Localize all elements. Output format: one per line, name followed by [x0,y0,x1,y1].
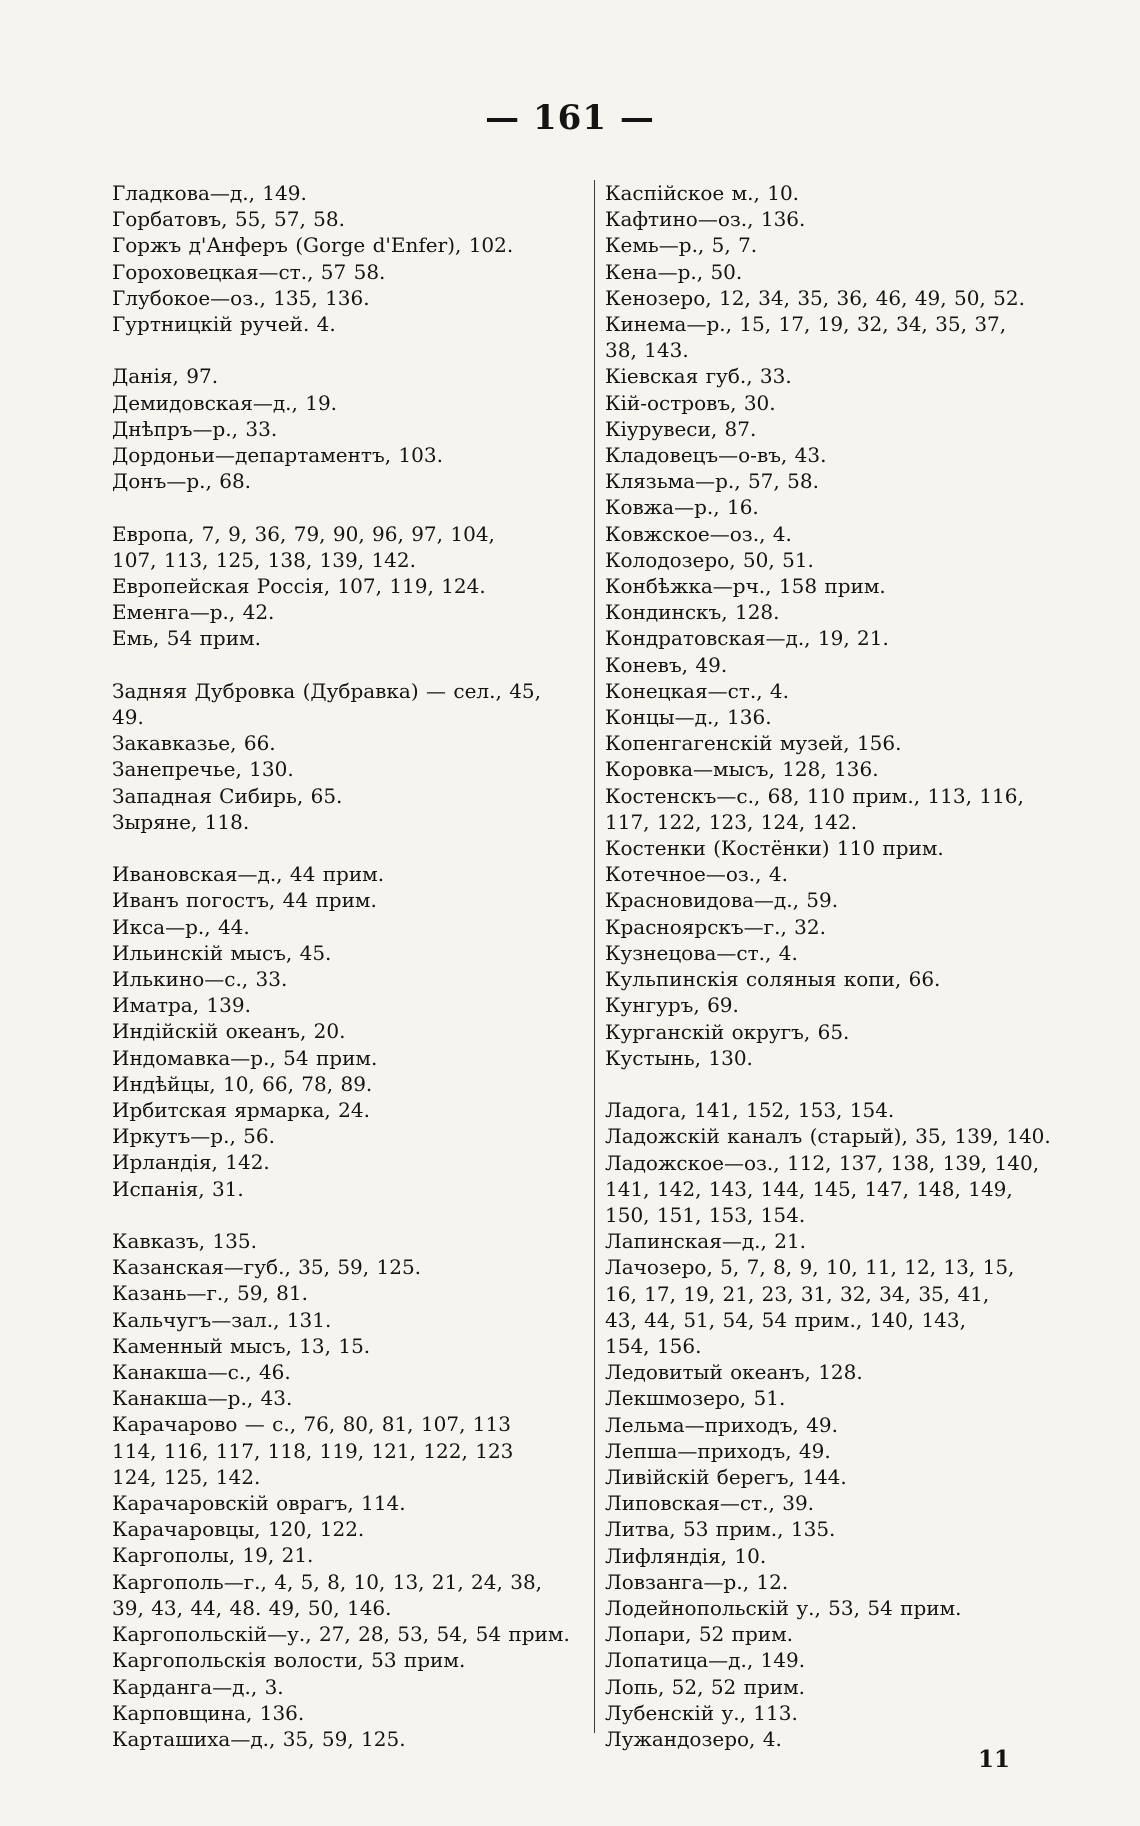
index-entry-line: Каргопольскій—у., 27, 28, 53, 54, 54 прим. [112,1622,570,1647]
index-column-left [112,180,582,1752]
index-entry-line: Кіевская губ., 33. [605,364,792,389]
index-entry [605,468,1085,494]
index-entry [605,547,1085,573]
index-entry-line: 150, 151, 153, 154. [605,1202,806,1227]
index-entry [605,1464,1085,1490]
index-entry [112,914,582,940]
index-entry-line: Конбѣжка—рч., 158 прим. [605,574,886,599]
index-entry-line: Лубенскій у., 113. [605,1700,798,1725]
index-entry-line: Горжъ д'Анферъ (Gorge d'Enfer), 102. [112,233,514,258]
index-entry [112,442,582,468]
group-spacer [112,494,582,520]
index-entry-line: Липовская—ст., 39. [605,1491,815,1516]
index-entry-line: 16, 17, 19, 21, 23, 31, 32, 34, 35, 41, [605,1281,990,1306]
index-entry [112,206,582,232]
index-entry [605,1045,1085,1071]
index-entry-line: Ловзанга—р., 12. [605,1569,789,1594]
index-entry-line: Курганскій округъ, 65. [605,1019,850,1044]
index-entry-line: Лопари, 52 прим. [605,1622,794,1647]
index-entry [605,756,1085,782]
index-entry [112,1071,582,1097]
index-entry [605,783,1085,835]
index-entry-line: Дордоньи—департаментъ, 103. [112,443,443,468]
index-entry-line: 117, 122, 123, 124, 142. [605,809,858,834]
index-entry-line: 154, 156. [605,1333,702,1358]
group-spacer [112,652,582,678]
index-entry [605,1516,1085,1542]
index-entry-line: Кафтино—оз., 136. [605,207,806,232]
index-entry [605,232,1085,258]
index-entry-line: Кемь—р., 5, 7. [605,233,758,258]
index-entry-line: 141, 142, 143, 144, 145, 147, 148, 149, [605,1176,1013,1201]
index-entry-line: Индѣйцы, 10, 66, 78, 89. [112,1071,373,1096]
index-entry [112,1647,582,1673]
index-entry-line: Глубокое—оз., 135, 136. [112,285,370,310]
index-entry [605,416,1085,442]
index-entry [605,390,1085,416]
index-entry-line: 39, 43, 44, 48. 49, 50, 146. [112,1595,392,1620]
index-entry [605,1123,1085,1149]
index-entry-line: Концы—д., 136. [605,705,772,730]
index-entry-line: Ладожское—оз., 112, 137, 138, 139, 140, [605,1150,1040,1175]
index-entry-line: Каспійское м., 10. [605,181,800,205]
index-entry [112,887,582,913]
index-entry-line: Карданга—д., 3. [112,1674,284,1699]
index-entry [112,1307,582,1333]
index-entry-line: Икса—р., 44. [112,914,250,939]
index-entry-line: 107, 113, 125, 138, 139, 142. [112,547,416,572]
index-entry-line: Европейская Россія, 107, 119, 124. [112,574,486,599]
index-entry-line: Кавказъ, 135. [112,1229,257,1254]
index-entry [605,704,1085,730]
index-entry-line: Лодейнопольскій у., 53, 54 прим. [605,1595,962,1620]
index-entry-line: Еменга—р., 42. [112,600,275,625]
index-entry-line: Коневъ, 49. [605,652,728,677]
index-entry [605,521,1085,547]
index-entry-line: Кій-островъ, 30. [605,390,776,415]
index-entry-line: Ирбитская ярмарка, 24. [112,1098,370,1123]
index-entry-line: Испанія, 31. [112,1176,244,1201]
index-entry [112,1700,582,1726]
index-entry-line: Кена—р., 50. [605,259,743,284]
index-entry [112,992,582,1018]
index-entry [605,180,1085,206]
index-entry-line: Каргополь—г., 4, 5, 8, 10, 13, 21, 24, 38, [112,1569,543,1594]
index-entry [605,1700,1085,1726]
index-entry-line: Котечное—оз., 4. [605,862,788,887]
index-entry-line: Лифляндія, 10. [605,1543,767,1568]
index-entry-line: Днѣпръ—р., 33. [112,416,278,441]
index-entry [112,1490,582,1516]
index-entry [112,1516,582,1542]
index-entry-line: Кондратовская—д., 19, 21. [605,626,889,651]
index-entry-line: Костенки (Костёнки) 110 прим. [605,836,944,861]
index-entry [112,678,582,730]
index-entry [605,1569,1085,1595]
index-entry [605,1150,1085,1229]
index-entry [112,180,582,206]
index-entry-line: Кладовецъ—о-въ, 43. [605,443,827,468]
index-entry-line: Ивановская—д., 44 прим. [112,862,385,887]
index-entry [605,1647,1085,1673]
index-entry-line: Кустынь, 130. [605,1045,753,1070]
index-entry-line: Индомавка—р., 54 прим. [112,1045,378,1070]
index-entry [112,730,582,756]
index-entry-line: Гороховецкая—ст., 57 58. [112,259,386,284]
index-entry-line: Лепша—приходъ, 49. [605,1438,831,1463]
index-entry [605,573,1085,599]
index-entry-line: Казань—г., 59, 81. [112,1281,308,1306]
index-entry [112,1045,582,1071]
index-entry [112,1542,582,1568]
index-entry-line: Демидовская—д., 19. [112,390,338,415]
index-entry [605,311,1085,363]
index-entry [112,1726,582,1752]
index-entry-line: Лопь, 52, 52 прим. [605,1674,806,1699]
index-entry-line: Иркутъ—р., 56. [112,1124,275,1149]
index-entry-line: Донъ—р., 68. [112,469,252,494]
index-entry-line: Данія, 97. [112,364,219,389]
group-spacer [112,835,582,861]
index-entry [605,285,1085,311]
index-entry [605,1438,1085,1464]
index-entry [605,861,1085,887]
signature-mark: 11 [978,1746,1011,1773]
index-entry [112,783,582,809]
index-entry [112,468,582,494]
index-entry-line: Горбатовъ, 55, 57, 58. [112,207,345,232]
index-entry [112,521,582,573]
index-entry-line: Лужандозеро, 4. [605,1726,782,1751]
index-entry [112,861,582,887]
index-entry-line: Клязьма—р., 57, 58. [605,469,819,494]
index-entry-line: Литва, 53 прим., 135. [605,1517,836,1542]
index-entry-line: Западная Сибирь, 65. [112,783,343,808]
index-entry-line: Красноярскъ—г., 32. [605,914,826,939]
index-entry [112,1621,582,1647]
index-entry [605,1385,1085,1411]
index-entry [605,940,1085,966]
index-entry [605,1490,1085,1516]
index-entry-line: Лачозеро, 5, 7, 8, 9, 10, 11, 12, 13, 15, [605,1255,1015,1280]
index-entry-line: Кенозеро, 12, 34, 35, 36, 46, 49, 50, 52. [605,285,1025,310]
index-entry-line: Иматра, 139. [112,993,251,1018]
index-entry [605,1097,1085,1123]
index-entry [605,206,1085,232]
index-entry [605,625,1085,651]
index-entry-line: Занепречье, 130. [112,757,294,782]
group-spacer [112,337,582,363]
index-entry [112,1097,582,1123]
index-entry [112,599,582,625]
index-entry [605,914,1085,940]
index-entry [112,1359,582,1385]
index-entry-line: Индійскій океанъ, 20. [112,1019,346,1044]
index-entry [605,1254,1085,1359]
index-entry [605,494,1085,520]
index-entry [112,756,582,782]
index-entry [112,232,582,258]
index-entry-line: 49. [112,705,144,730]
index-entry-line: Коровка—мысъ, 128, 136. [605,757,879,782]
index-entry-line: Колодозеро, 50, 51. [605,547,814,572]
index-entry [605,887,1085,913]
index-entry [112,1569,582,1621]
index-entry-line: Кальчугъ—зал., 131. [112,1307,332,1332]
page-number: — 161 — [485,98,655,138]
index-entry-line: Лельма—приходъ, 49. [605,1412,838,1437]
index-entry [112,940,582,966]
index-entry-line: Карташиха—д., 35, 59, 125. [112,1726,406,1751]
index-entry-line: Копенгагенскій музей, 156. [605,731,902,756]
index-entry-line: Ладожскій каналъ (старый), 35, 139, 140. [605,1124,1051,1149]
index-entry-line: Ледовитый океанъ, 128. [605,1360,863,1385]
index-entry-line: Ильинскій мысъ, 45. [112,940,332,965]
index-entry-line: Кульпинскія соляныя копи, 66. [605,967,941,992]
index-column-right [605,180,1085,1752]
index-entry-line: Ладога, 141, 152, 153, 154. [605,1098,895,1123]
index-entry [605,1726,1085,1752]
index-entry-line: Лекшмозеро, 51. [605,1386,786,1411]
column-divider [594,180,595,1733]
index-entry-line: Каргопольскія волости, 53 прим. [112,1648,466,1673]
index-entry-line: Костенскъ—с., 68, 110 прим., 113, 116, [605,783,1024,808]
index-entry-line: Гуртницкій ручей. 4. [112,312,336,337]
index-entry [605,1359,1085,1385]
index-entry [112,809,582,835]
index-entry [112,1385,582,1411]
index-entry [605,1543,1085,1569]
index-entry [605,1674,1085,1700]
index-entry-line: Лапинская—д., 21. [605,1229,807,1254]
index-entry [605,1019,1085,1045]
index-entry [605,1621,1085,1647]
index-entry [605,835,1085,861]
index-entry-line: Конецкая—ст., 4. [605,678,790,703]
index-entry-line: 43, 44, 51, 54, 54 прим., 140, 143, [605,1307,966,1332]
index-entry [112,311,582,337]
index-entry [112,1411,582,1490]
index-entry-line: Емь, 54 прим. [112,626,261,651]
index-entry [605,1412,1085,1438]
index-entry-line: Кинема—р., 15, 17, 19, 32, 34, 35, 37, [605,312,1007,337]
index-entry-line: Красновидова—д., 59. [605,888,839,913]
index-entry-line: Зыряне, 118. [112,809,250,834]
index-entry-line: Европа, 7, 9, 36, 79, 90, 96, 97, 104, [112,521,495,546]
index-entry [605,652,1085,678]
group-spacer [605,1071,1085,1097]
index-entry-line: Гладкова—д., 149. [112,181,307,205]
index-entry-line: Кіурувеси, 87. [605,416,757,441]
index-entry-line: Лопатица—д., 149. [605,1648,806,1673]
index-entry-line: Ковжское—оз., 4. [605,521,792,546]
index-entry-line: Каргополы, 19, 21. [112,1543,314,1568]
index-entry-line: Канакша—р., 43. [112,1386,293,1411]
index-entry [605,992,1085,1018]
index-entry [112,1149,582,1175]
index-entry [112,625,582,651]
index-entry [112,259,582,285]
index-entry [112,1674,582,1700]
index-entry-line: Казанская—губ., 35, 59, 125. [112,1255,422,1280]
index-entry [605,259,1085,285]
index-entry-line: Закавказье, 66. [112,731,276,756]
index-entry [605,363,1085,389]
index-entry-line: Канакша—с., 46. [112,1360,291,1385]
index-entry-line: Илькино—с., 33. [112,967,288,992]
index-entry [112,966,582,992]
index-entry-line: 124, 125, 142. [112,1464,261,1489]
index-entry [112,363,582,389]
index-entry [112,416,582,442]
index-entry [112,1018,582,1044]
index-entry [112,1333,582,1359]
index-entry [605,678,1085,704]
index-entry-line: Задняя Дубровка (Дубравка) — сел., 45, [112,678,541,703]
index-entry [112,285,582,311]
index-entry-line: Кунгуръ, 69. [605,993,739,1018]
index-entry [112,1176,582,1202]
index-entry [605,1595,1085,1621]
index-entry-line: Ливійскій берегъ, 144. [605,1464,847,1489]
index-entry-line: Карповщина, 136. [112,1700,305,1725]
index-entry-line: Кузнецова—ст., 4. [605,940,798,965]
index-entry-line: Карачарово — с., 76, 80, 81, 107, 113 [112,1412,511,1437]
index-entry-line: Карачаровцы, 120, 122. [112,1517,365,1542]
index-entry [605,442,1085,468]
index-entry-line: Ковжа—р., 16. [605,495,759,520]
group-spacer [112,1202,582,1228]
index-entry-line: Кондинскъ, 128. [605,600,780,625]
index-entry [112,1254,582,1280]
index-entry [112,1123,582,1149]
index-entry-line: 38, 143. [605,338,689,363]
index-entry [605,599,1085,625]
index-entry [112,1228,582,1254]
index-entry [112,1280,582,1306]
index-entry [112,390,582,416]
index-entry [112,573,582,599]
index-entry-line: Каменный мысъ, 13, 15. [112,1333,371,1358]
index-entry-line: Иванъ погостъ, 44 прим. [112,888,377,913]
index-entry [605,966,1085,992]
index-entry-line: 114, 116, 117, 118, 119, 121, 122, 123 [112,1438,514,1463]
index-entry-line: Ирландія, 142. [112,1150,270,1175]
index-entry [605,1228,1085,1254]
index-entry-line: Карачаровскій оврагъ, 114. [112,1491,406,1516]
index-entry [605,730,1085,756]
